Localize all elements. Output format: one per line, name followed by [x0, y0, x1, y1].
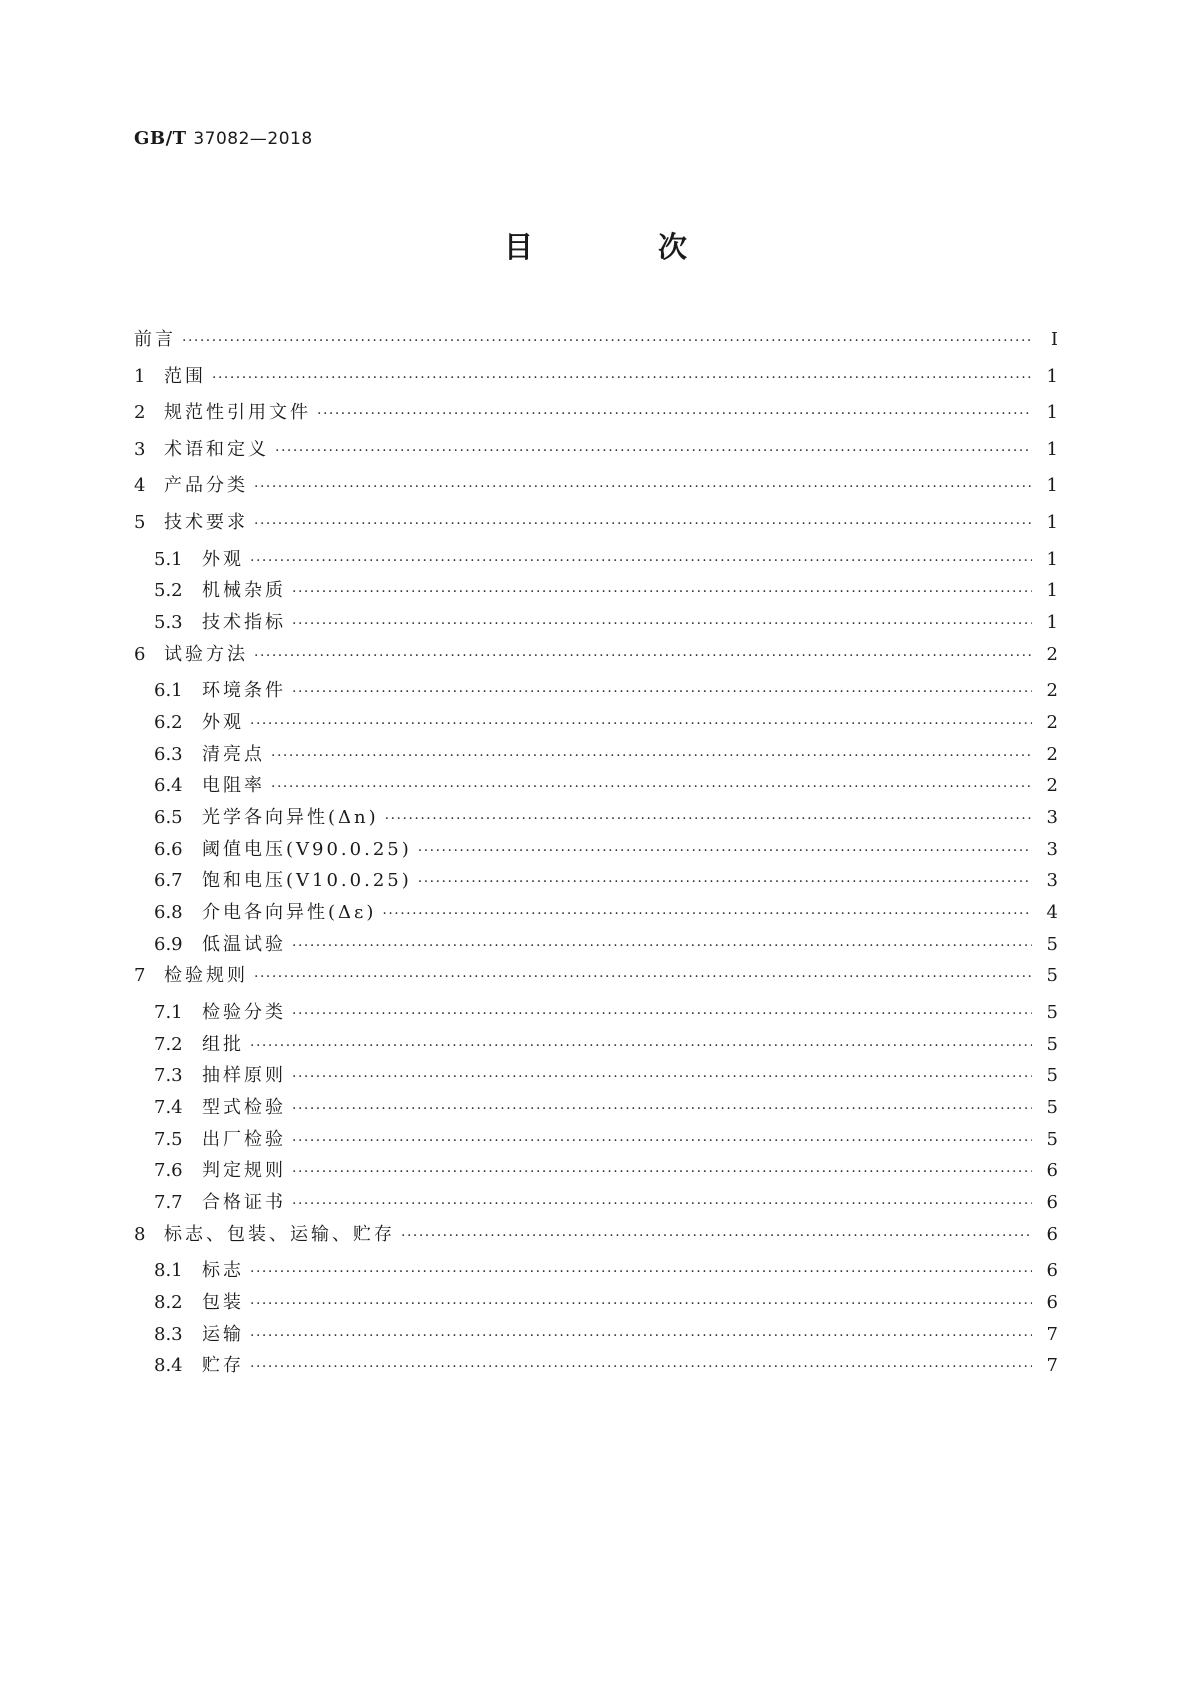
toc-leader-dots	[418, 839, 1032, 863]
toc-entry-number: 6.2	[154, 711, 183, 733]
toc-entry-page: 1	[1046, 402, 1058, 424]
toc-leader-dots	[250, 1034, 1032, 1058]
toc-leader-dots	[292, 1192, 1032, 1216]
toc-entry-label: 介电各向异性(Δε)	[202, 902, 377, 924]
toc-entry-label: 技术要求	[164, 511, 248, 533]
toc-leader-dots	[292, 1160, 1032, 1184]
toc-entry[interactable]	[134, 328, 1058, 365]
toc-entry-page: Ⅰ	[1050, 329, 1058, 350]
toc-entry-number: 7.2	[154, 1033, 183, 1055]
toc-entry-number: 6.9	[154, 933, 183, 955]
toc-entry-number: 7.5	[154, 1128, 183, 1150]
toc-leader-dots	[292, 1002, 1032, 1026]
standard-number: 37082—2018	[193, 129, 313, 149]
toc-entry-number: 8	[134, 1223, 146, 1245]
toc-entry-number: 7.6	[154, 1160, 183, 1182]
toc-entry-number: 8.1	[154, 1260, 183, 1282]
toc-entry-page: 2	[1046, 680, 1058, 702]
toc-entry-label: 出厂检验	[202, 1128, 286, 1150]
toc-entry-label: 环境条件	[202, 680, 286, 702]
toc-entry-number: 5.3	[154, 611, 183, 633]
toc-entry-number: 6.7	[154, 870, 183, 892]
toc-entry-label: 抽样原则	[202, 1065, 286, 1087]
standard-code	[134, 128, 313, 149]
toc-leader-dots	[271, 775, 1032, 799]
toc-entry[interactable]	[134, 1323, 1058, 1355]
toc-leader-dots	[275, 439, 1032, 463]
toc-leader-dots	[254, 475, 1032, 499]
toc-entry-label: 外观	[202, 711, 244, 733]
toc-entry[interactable]	[134, 869, 1058, 901]
toc-leader-dots	[292, 680, 1032, 704]
toc-leader-dots	[254, 644, 1032, 668]
toc-entry-label: 检验规则	[164, 965, 248, 987]
toc-entry-page: 5	[1046, 1097, 1058, 1119]
toc-entry-label: 试验方法	[164, 643, 248, 665]
toc-entry-page: 2	[1046, 711, 1058, 733]
toc-entry-number: 7.4	[154, 1097, 183, 1119]
toc-entry-page: 1	[1046, 365, 1058, 387]
toc-entry[interactable]	[134, 1128, 1058, 1160]
toc-entry-page: 1	[1046, 611, 1058, 633]
toc-entry-label: 判定规则	[202, 1160, 286, 1182]
toc-entry-number: 6.6	[154, 838, 183, 860]
toc-entry[interactable]	[134, 806, 1058, 838]
toc-entry[interactable]	[134, 1191, 1058, 1223]
toc-entry-label: 型式检验	[202, 1097, 286, 1119]
toc-entry-label: 光学各向异性(Δn)	[202, 806, 379, 828]
toc-entry-label: 检验分类	[202, 1002, 286, 1023]
toc-entry-number: 7.1	[154, 1002, 183, 1023]
toc-entry[interactable]	[134, 365, 1058, 402]
toc-entry-label: 阈值电压(V90.0.25)	[202, 838, 412, 860]
toc-entry[interactable]	[134, 679, 1058, 711]
toc-entry[interactable]	[134, 1096, 1058, 1128]
toc-leader-dots	[250, 549, 1032, 573]
toc-entry-page: 3	[1046, 838, 1058, 860]
toc-entry-number: 8.2	[154, 1292, 183, 1314]
toc-entry-label: 饱和电压(V10.0.25)	[202, 870, 412, 892]
toc-entry-page: 1	[1046, 548, 1058, 570]
toc-entry-label: 合格证书	[202, 1192, 286, 1214]
standard-prefix: GB/T	[134, 128, 187, 149]
toc-entry-number: 6	[134, 643, 146, 665]
toc-entry[interactable]	[134, 1159, 1058, 1191]
toc-entry-number: 7.3	[154, 1065, 183, 1087]
toc-entry-page: 7	[1046, 1355, 1058, 1377]
toc-entry-label: 范围	[164, 365, 206, 387]
toc-leader-dots	[254, 512, 1032, 536]
toc-leader-dots	[212, 366, 1032, 390]
toc-leader-dots	[250, 1260, 1032, 1284]
toc-entry-label: 组批	[202, 1033, 244, 1055]
toc-leader-dots	[182, 329, 1032, 353]
toc-leader-dots	[292, 580, 1032, 604]
toc-entry-number: 4	[134, 475, 146, 497]
toc-entry-page: 5	[1046, 1065, 1058, 1087]
toc-leader-dots	[317, 402, 1032, 426]
toc-entry[interactable]	[134, 474, 1058, 511]
toc-entry-number: 5	[134, 511, 146, 533]
toc-entry-page: 6	[1046, 1223, 1058, 1245]
toc-entry-number: 5.2	[154, 580, 183, 602]
toc-entry[interactable]	[134, 1291, 1058, 1323]
toc-entry-label: 包装	[202, 1292, 244, 1314]
toc-entry-page: 2	[1046, 643, 1058, 665]
toc-entry[interactable]	[134, 743, 1058, 775]
toc-leader-dots	[250, 712, 1032, 736]
toc-entry-page: 3	[1046, 806, 1058, 828]
toc-entry[interactable]	[134, 964, 1058, 1001]
toc-entry[interactable]	[134, 438, 1058, 475]
toc-entry-label: 术语和定义	[164, 438, 269, 460]
toc-leader-dots	[250, 1292, 1032, 1316]
toc-leader-dots	[382, 902, 1032, 926]
toc-leader-dots	[271, 744, 1032, 768]
toc-entry-page: 6	[1046, 1192, 1058, 1214]
toc-entry[interactable]	[134, 401, 1058, 438]
toc-leader-dots	[250, 1324, 1032, 1348]
toc-entry-number: 5.1	[154, 548, 183, 570]
toc-entry[interactable]	[134, 511, 1058, 548]
toc-entry-page: 1	[1046, 511, 1058, 533]
toc-leader-dots	[250, 1355, 1032, 1379]
toc-entry-number: 8.4	[154, 1355, 183, 1377]
toc-entry-number: 3	[134, 438, 146, 460]
toc-entry-page: 6	[1046, 1260, 1058, 1282]
toc-entry-page: 4	[1046, 902, 1058, 924]
toc-entry-page: 5	[1046, 933, 1058, 955]
toc-leader-dots	[254, 965, 1032, 989]
toc-entry-label: 外观	[202, 548, 244, 570]
toc-entry[interactable]	[134, 611, 1058, 643]
toc-entry-page: 2	[1046, 775, 1058, 797]
toc-entry[interactable]	[134, 838, 1058, 870]
toc-leader-dots	[292, 1065, 1032, 1089]
toc-entry[interactable]	[134, 1033, 1058, 1065]
toc-entry-page: 6	[1046, 1160, 1058, 1182]
toc-entry-label: 前言	[134, 329, 176, 350]
toc-entry-label: 运输	[202, 1323, 244, 1345]
toc-entry[interactable]	[134, 711, 1058, 743]
toc-entry-label: 机械杂质	[202, 580, 286, 602]
toc-entry-page: 5	[1046, 1128, 1058, 1150]
toc-entry-label: 贮存	[202, 1355, 244, 1377]
toc-entry-number: 2	[134, 402, 146, 424]
toc-entry-label: 产品分类	[164, 475, 248, 497]
toc-leader-dots	[418, 870, 1032, 894]
toc-entry[interactable]	[134, 1001, 1058, 1033]
toc-leader-dots	[292, 934, 1032, 958]
toc-entry-number: 6.3	[154, 743, 183, 765]
toc-entry-label: 标志、包装、运输、贮存	[164, 1223, 395, 1245]
toc-entry[interactable]	[134, 1259, 1058, 1291]
toc-entry-number: 8.3	[154, 1323, 183, 1345]
toc-entry[interactable]	[134, 901, 1058, 933]
toc-entry-page: 5	[1046, 1033, 1058, 1055]
toc-entry-page: 6	[1046, 1292, 1058, 1314]
toc-entry-number: 7	[134, 965, 146, 987]
toc-entry[interactable]	[134, 548, 1058, 580]
table-of-contents	[134, 328, 1058, 1386]
toc-entry-number: 6.1	[154, 680, 183, 702]
toc-entry-label: 技术指标	[202, 611, 286, 633]
toc-leader-dots	[385, 807, 1032, 831]
toc-entry[interactable]	[134, 579, 1058, 611]
toc-entry-page: 5	[1046, 1002, 1058, 1023]
toc-entry-page: 5	[1046, 965, 1058, 987]
toc-entry-number: 6.8	[154, 902, 183, 924]
toc-entry-page: 2	[1046, 743, 1058, 765]
toc-entry[interactable]	[134, 1223, 1058, 1260]
toc-entry-page: 3	[1046, 870, 1058, 892]
toc-entry-number: 1	[134, 365, 146, 387]
toc-leader-dots	[292, 1129, 1032, 1153]
toc-entry-label: 清亮点	[202, 743, 265, 765]
toc-entry-number: 7.7	[154, 1192, 183, 1214]
toc-entry-label: 电阻率	[202, 775, 265, 797]
page-title: 目 次	[503, 230, 735, 264]
toc-entry-page: 1	[1046, 580, 1058, 602]
toc-entry-page: 7	[1046, 1323, 1058, 1345]
toc-entry[interactable]	[134, 1064, 1058, 1096]
toc-entry-label: 低温试验	[202, 933, 286, 955]
toc-entry-page: 1	[1046, 438, 1058, 460]
toc-entry[interactable]	[134, 774, 1058, 806]
toc-leader-dots	[401, 1224, 1032, 1248]
toc-entry[interactable]	[134, 933, 1058, 965]
toc-entry-label: 规范性引用文件	[164, 402, 311, 424]
toc-entry[interactable]	[134, 1354, 1058, 1386]
toc-entry-number: 6.5	[154, 806, 183, 828]
toc-entry[interactable]	[134, 643, 1058, 680]
toc-leader-dots	[292, 612, 1032, 636]
toc-entry-number: 6.4	[154, 775, 183, 797]
toc-leader-dots	[292, 1097, 1032, 1121]
toc-entry-page: 1	[1046, 475, 1058, 497]
toc-entry-label: 标志	[202, 1260, 244, 1282]
